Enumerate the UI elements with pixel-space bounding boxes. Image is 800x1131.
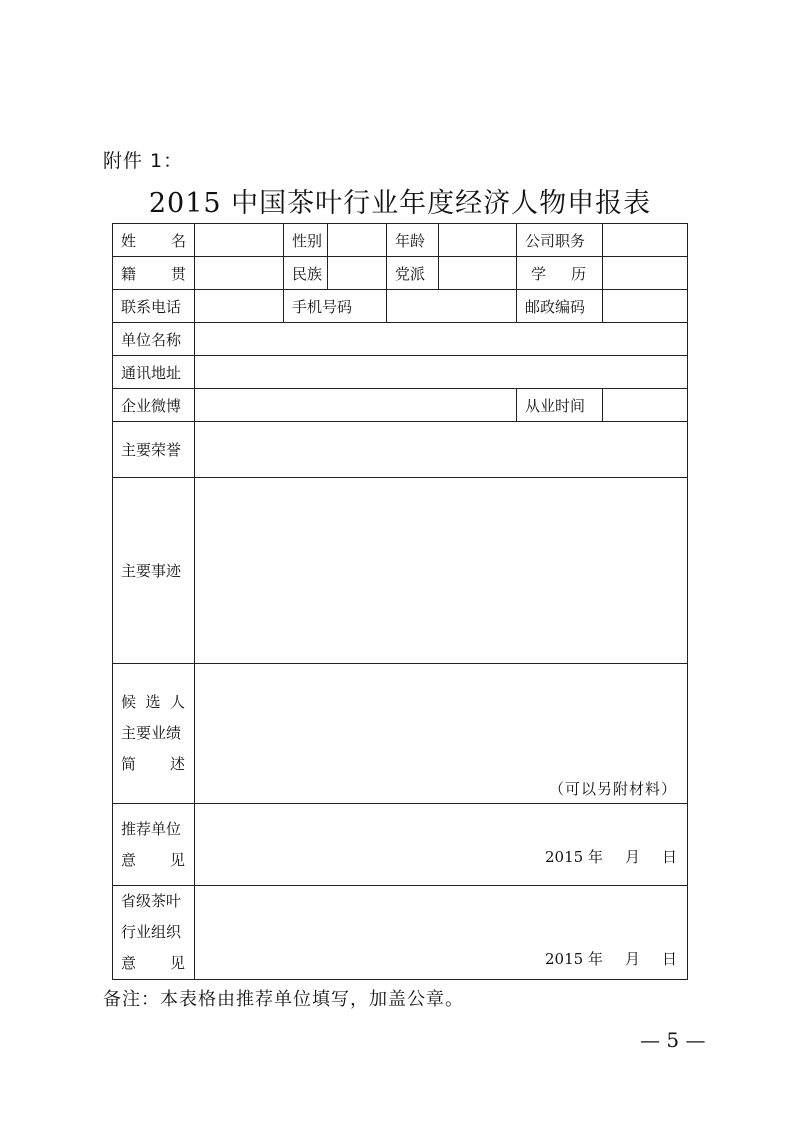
party-label: 党派 bbox=[387, 257, 439, 290]
phone-value-cell[interactable] bbox=[195, 290, 284, 323]
ethnicity-label: 民族 bbox=[284, 257, 328, 290]
address-value-cell[interactable] bbox=[195, 356, 688, 389]
form-title: 2015 中国茶叶行业年度经济人物申报表 bbox=[148, 188, 652, 219]
weibo-value-cell[interactable] bbox=[195, 389, 517, 422]
recommender-opinion-label: 推荐单位 意 见 bbox=[113, 804, 195, 886]
deeds-label: 主要事迹 bbox=[113, 478, 195, 664]
honors-label: 主要荣誉 bbox=[113, 422, 195, 478]
org-name-label: 单位名称 bbox=[113, 323, 195, 356]
table-row bbox=[113, 290, 688, 323]
remark-note: 备注：本表格由推荐单位填写，加盖公章。 bbox=[103, 989, 464, 1010]
provincial-opinion-label: 省级茶叶 行业组织 意 见 bbox=[113, 886, 195, 980]
phone-label: 联系电话 bbox=[113, 290, 195, 323]
recommender-opinion-value-cell[interactable] bbox=[195, 804, 688, 886]
age-value-cell[interactable] bbox=[439, 224, 517, 257]
postal-code-label: 邮政编码 bbox=[517, 290, 603, 323]
gender-label: 性别 bbox=[284, 224, 328, 257]
table-row bbox=[113, 356, 688, 389]
table-row bbox=[113, 257, 688, 290]
table-row bbox=[113, 389, 688, 422]
education-value-cell[interactable] bbox=[603, 257, 688, 290]
postal-code-value-cell[interactable] bbox=[603, 290, 688, 323]
deeds-value-cell[interactable] bbox=[195, 478, 688, 664]
attach-note: （可以另附材料） bbox=[548, 780, 677, 798]
honors-value-cell[interactable] bbox=[195, 422, 688, 478]
mobile-value-cell[interactable] bbox=[387, 290, 517, 323]
education-label: 学 历 bbox=[517, 257, 603, 290]
years-in-industry-label: 从业时间 bbox=[517, 389, 603, 422]
application-form-table bbox=[112, 223, 688, 980]
position-value-cell[interactable] bbox=[603, 224, 688, 257]
recommender-date: 2015 年 月 日 bbox=[545, 848, 677, 866]
candidate-summary-label: 候 选 人 主要业绩 简 述 bbox=[113, 664, 195, 804]
weibo-label: 企业微博 bbox=[113, 389, 195, 422]
ethnicity-value-cell[interactable] bbox=[328, 257, 387, 290]
table-row bbox=[113, 886, 688, 980]
provincial-date: 2015 年 月 日 bbox=[545, 950, 677, 968]
position-label: 公司职务 bbox=[517, 224, 603, 257]
attachment-label: 附件 1： bbox=[103, 150, 184, 172]
name-label: 姓 名 bbox=[113, 224, 195, 257]
table-row bbox=[113, 422, 688, 478]
mobile-label: 手机号码 bbox=[284, 290, 387, 323]
candidate-summary-value-cell[interactable] bbox=[195, 664, 688, 804]
provincial-opinion-value-cell[interactable] bbox=[195, 886, 688, 980]
table-row bbox=[113, 664, 688, 804]
name-value-cell[interactable] bbox=[195, 224, 284, 257]
page-number: — 5 — bbox=[640, 1028, 706, 1052]
age-label: 年龄 bbox=[387, 224, 439, 257]
native-place-value-cell[interactable] bbox=[195, 257, 284, 290]
native-place-label: 籍 贯 bbox=[113, 257, 195, 290]
party-value-cell[interactable] bbox=[439, 257, 517, 290]
table-row bbox=[113, 323, 688, 356]
table-row bbox=[113, 224, 688, 257]
table-row bbox=[113, 804, 688, 886]
gender-value-cell[interactable] bbox=[328, 224, 387, 257]
years-in-industry-value-cell[interactable] bbox=[603, 389, 688, 422]
table-row bbox=[113, 478, 688, 664]
address-label: 通讯地址 bbox=[113, 356, 195, 389]
org-name-value-cell[interactable] bbox=[195, 323, 688, 356]
